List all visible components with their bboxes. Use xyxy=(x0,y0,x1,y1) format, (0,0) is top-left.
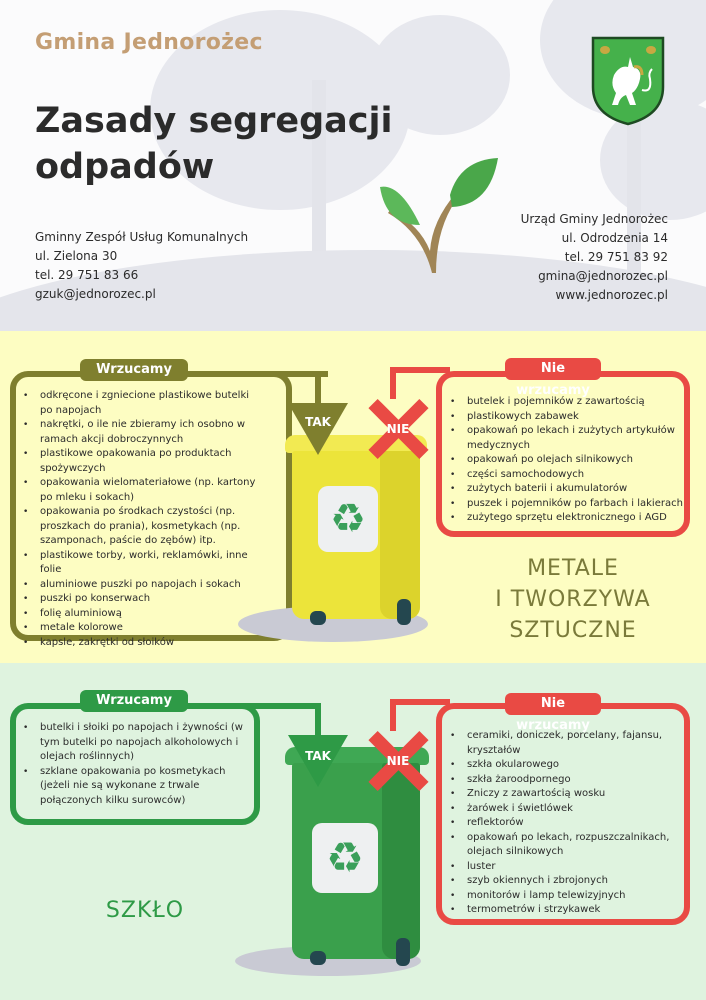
list-item: • folię aluminiową xyxy=(20,607,260,622)
nie-cross-icon xyxy=(366,397,430,461)
list-item: • plastikowych zabawek xyxy=(447,410,683,425)
forbidden-label: Nie wrzucamy xyxy=(505,693,601,715)
forbidden-list xyxy=(447,729,683,918)
list-item: • opakowań po olejach silnikowych xyxy=(447,453,683,468)
list-item: • puszek i pojemników po farbach i lakierach xyxy=(447,497,683,512)
yellow-bin xyxy=(280,431,440,631)
list-item: • termometrów i strzykawek xyxy=(447,903,683,918)
list-item: • Zniczy z zawartością wosku xyxy=(447,787,683,802)
page-title-line: Zasady segregacji xyxy=(35,101,393,141)
contact-gzuk xyxy=(35,228,248,304)
list-item: • luster xyxy=(447,860,683,875)
forbidden-label: Nie wrzucamy xyxy=(505,358,601,380)
category-title-line: I TWORZYWA xyxy=(495,587,651,612)
connector-line xyxy=(390,367,396,399)
nie-label: NIE xyxy=(386,422,410,436)
connector-line xyxy=(390,367,450,373)
section-glass xyxy=(0,663,706,1000)
sprout-icon xyxy=(380,155,500,275)
list-item: • nakrętki, o ile nie zbieramy ich osobno w ramach akcji dobroczynnych xyxy=(20,418,260,447)
page-title xyxy=(35,98,393,190)
list-item: • części samochodowych xyxy=(447,468,683,483)
header xyxy=(0,0,706,331)
bin-wheel xyxy=(310,951,326,965)
list-item: • metale kolorowe xyxy=(20,621,260,636)
contact-urzad-gminy xyxy=(521,210,668,305)
bin-wheel xyxy=(397,599,411,625)
bin-wheel xyxy=(310,611,326,625)
recycle-label xyxy=(312,823,378,893)
list-item: • opakowania wielomateriałowe (np. kartony po mleku i sokach) xyxy=(20,476,260,505)
page-title-line: odpadów xyxy=(35,147,215,187)
contact-phone[interactable]: tel. 29 751 83 92 xyxy=(564,250,668,264)
recycle-icon: ♻ xyxy=(326,833,364,882)
nie-label: NIE xyxy=(386,754,410,768)
nie-cross-icon xyxy=(366,729,430,793)
category-title-line: SZKŁO xyxy=(105,898,185,923)
list-item: • kapsle, zakrętki od słoików xyxy=(20,636,260,651)
list-item: • żarówek i świetlówek xyxy=(447,802,683,817)
list-item: • monitorów i lamp telewizyjnych xyxy=(447,889,683,904)
list-item: • plastikowe opakowania po produktach spożywczych xyxy=(20,447,260,476)
recycle-label xyxy=(318,486,378,552)
list-item: • szklane opakowania po kosmetykach (jeżeli nie są wykonane z trwale połączonych kilku surowców) xyxy=(20,765,250,809)
contact-address: ul. Odrodzenia 14 xyxy=(561,231,668,245)
category-title xyxy=(90,895,200,926)
list-item: • butelek i pojemników z zawartością xyxy=(447,395,683,410)
list-item: • butelki i słoiki po napojach i żywności (w tym butelki po napojach alkoholowych i olejach roślinnych) xyxy=(20,721,250,765)
tak-arrow-icon xyxy=(288,403,348,455)
connector-line xyxy=(390,699,396,731)
bin-wheel xyxy=(396,938,410,966)
list-item: • zużytego sprzętu elektronicznego i AGD xyxy=(447,511,683,526)
list-item: • opakowań po lekach i zużytych artykułów medycznych xyxy=(447,424,683,453)
allowed-list xyxy=(20,721,250,808)
contact-website[interactable]: www.jednorozec.pl xyxy=(555,288,668,302)
bin-body-side xyxy=(380,451,420,619)
category-title xyxy=(460,553,686,646)
category-title-line: SZTUCZNE xyxy=(509,618,637,643)
contact-phone[interactable]: tel. 29 751 83 66 xyxy=(35,268,139,282)
connector-line xyxy=(315,703,321,737)
brand-name: Gmina Jednorożec xyxy=(35,30,263,55)
allowed-label: Wrzucamy xyxy=(80,359,188,381)
list-item: • plastikowe torby, worki, reklamówki, inne folie xyxy=(20,549,260,578)
list-item: • ceramiki, doniczek, porcelany, fajansu, kryształów xyxy=(447,729,683,758)
category-title-line: METALE xyxy=(527,556,619,581)
contact-name: Urząd Gminy Jednorożec xyxy=(520,212,668,226)
tak-label: TAK xyxy=(305,415,331,429)
connector-line xyxy=(240,703,320,709)
list-item: • puszki po konserwach xyxy=(20,592,260,607)
connector-line xyxy=(315,371,321,405)
contact-address: ul. Zielona 30 xyxy=(35,249,118,263)
list-item: • opakowań po lekach, rozpuszczalnikach, olejach silnikowych xyxy=(447,831,683,860)
tak-label: TAK xyxy=(305,749,331,763)
coat-of-arms-unicorn-icon xyxy=(590,35,666,127)
list-item: • reflektorów xyxy=(447,816,683,831)
section-metals-plastics xyxy=(0,331,706,663)
list-item: • aluminiowe puszki po napojach i sokach xyxy=(20,578,260,593)
recycle-icon: ♻ xyxy=(330,496,366,542)
allowed-list xyxy=(20,389,260,650)
contact-email[interactable]: gmina@jednorozec.pl xyxy=(538,269,668,283)
contact-email[interactable]: gzuk@jednorozec.pl xyxy=(35,287,156,301)
allowed-label: Wrzucamy xyxy=(80,690,188,712)
list-item: • zużytych baterii i akumulatorów xyxy=(447,482,683,497)
list-item: • szkła okularowego xyxy=(447,758,683,773)
connector-line xyxy=(390,699,450,705)
contact-name: Gminny Zespół Usług Komunalnych xyxy=(35,230,249,244)
list-item: • szyb okiennych i zbrojonych xyxy=(447,874,683,889)
list-item: • szkła żaroodpornego xyxy=(447,773,683,788)
forbidden-list xyxy=(447,395,683,526)
list-item: • odkręcone i zgniecione plastikowe butelki po napojach xyxy=(20,389,260,418)
list-item: • opakowania po środkach czystości (np. proszkach do prania), kosmetykach (np. szamponach, paście do zębów) itp. xyxy=(20,505,260,549)
